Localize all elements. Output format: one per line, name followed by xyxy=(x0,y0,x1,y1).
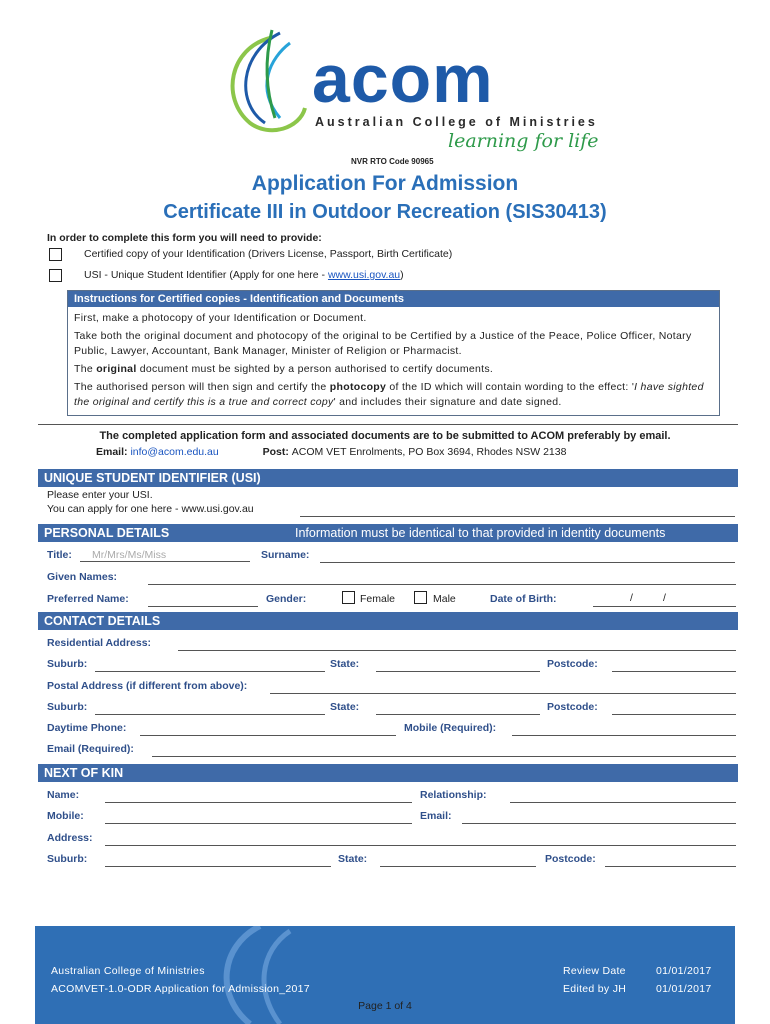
personal-note: Information must be identical to that provided in identity documents xyxy=(295,526,666,540)
dob-input[interactable] xyxy=(593,606,736,607)
requirement-item-2 xyxy=(84,269,404,281)
kin-relationship-label: Relationship: xyxy=(420,789,487,801)
nvr-code: NVR RTO Code 90965 xyxy=(351,157,434,166)
instr-p1: First, make a photocopy of your Identification or Document. xyxy=(74,312,367,324)
daytime-phone-label: Daytime Phone: xyxy=(47,722,127,734)
instructions-heading: Instructions for Certified copies - Identification and Documents xyxy=(68,291,719,307)
instr-p3: The original document must be sighted by a person authorised to certify documents. xyxy=(74,363,494,375)
kin-state-input[interactable] xyxy=(380,866,536,867)
postal-suburb-label: Suburb: xyxy=(47,701,88,713)
title-label: Title: xyxy=(47,549,72,561)
checkbox-male[interactable] xyxy=(414,591,427,604)
contact-section-header: CONTACT DETAILS xyxy=(38,612,738,630)
checkbox-certified-copy[interactable] xyxy=(49,248,62,261)
personal-section-header: PERSONAL DETAILS Information must be identical to that provided in identity documents xyxy=(38,524,738,542)
kin-name-label: Name: xyxy=(47,789,80,801)
kin-email-label: Email: xyxy=(420,810,452,822)
postcode-input[interactable] xyxy=(612,671,736,672)
submission-note: The completed application form and associated documents are to be submitted to ACOM preferably by email. xyxy=(99,430,671,442)
kin-name-input[interactable] xyxy=(105,802,412,803)
kin-postcode-label: Postcode: xyxy=(545,853,596,865)
surname-label: Surname: xyxy=(261,549,310,561)
usi-section-header: UNIQUE STUDENT IDENTIFIER (USI) xyxy=(38,469,738,487)
instr-p2: Take both the original document and photocopy of the original to be Certified by a Justice of the Peace, Police Officer, Notary Public, Lawyer, Accountant, Bank Manager, Minister of Religion or Pharmacist. xyxy=(74,330,692,357)
residential-label: Residential Address: xyxy=(47,637,152,649)
dob-separator-1: / xyxy=(630,592,633,604)
mobile-label: Mobile (Required): xyxy=(404,722,497,734)
logo-tagline: learning for life xyxy=(448,130,599,152)
email-input[interactable] xyxy=(152,756,736,757)
state-input[interactable] xyxy=(376,671,540,672)
gender-label: Gender: xyxy=(266,593,307,605)
residential-input[interactable] xyxy=(178,650,736,651)
postal-postcode-label: Postcode: xyxy=(547,701,598,713)
footer-review-label: Review Date xyxy=(563,965,626,977)
dob-label: Date of Birth: xyxy=(490,593,557,605)
instructions-body xyxy=(68,307,719,414)
page-number: Page 1 of 4 xyxy=(358,1000,412,1012)
suburb-label: Suburb: xyxy=(47,658,88,670)
instructions-box xyxy=(67,290,720,416)
kin-postcode-input[interactable] xyxy=(605,866,736,867)
kin-email-input[interactable] xyxy=(462,823,736,824)
postal-suburb-input[interactable] xyxy=(95,714,325,715)
usi-link[interactable]: www.usi.gov.au xyxy=(327,269,401,281)
requirements-heading: In order to complete this form you will need to provide: xyxy=(47,232,322,244)
logo-wordmark: acom xyxy=(312,41,494,117)
postal-state-input[interactable] xyxy=(376,714,540,715)
postal-address-label: Postal Address (if different from above): xyxy=(47,680,248,692)
kin-section-header: NEXT OF KIN xyxy=(38,764,738,782)
kin-address-input[interactable] xyxy=(105,845,736,846)
male-label: Male xyxy=(433,593,456,605)
kin-suburb-input[interactable] xyxy=(105,866,331,867)
dob-separator-2: / xyxy=(663,592,666,604)
kin-mobile-input[interactable] xyxy=(105,823,412,824)
req2-prefix: USI - Unique Student Identifier (Apply for one here - xyxy=(84,269,328,281)
footer-edited-date: 01/01/2017 xyxy=(656,983,712,995)
usi-line-2: You can apply for one here - www.usi.gov.au xyxy=(47,503,254,515)
requirement-item-1: Certified copy of your Identification (Drivers License, Passport, Birth Certificate) xyxy=(84,248,453,260)
usi-input[interactable] xyxy=(300,516,735,517)
email-label: Email (Required): xyxy=(47,743,134,755)
state-label: State: xyxy=(330,658,360,670)
usi-line-1: Please enter your USI. xyxy=(47,489,153,501)
female-label: Female xyxy=(360,593,396,605)
req2-suffix: ) xyxy=(400,269,404,281)
postal-state-label: State: xyxy=(330,701,360,713)
given-names-input[interactable] xyxy=(148,584,736,585)
page-subtitle: Certificate III in Outdoor Recreation (SIS30413) xyxy=(163,201,607,223)
footer-org: Australian College of Ministries xyxy=(51,965,205,977)
postcode-label: Postcode: xyxy=(547,658,598,670)
instr-p4: The authorised person will then sign and certify the photocopy of the ID which will contain wording to the effect: 'I have sighted the original and certify this is a true and correct copy' and includes their signature and date signed. xyxy=(74,381,704,408)
title-input[interactable]: Mr/Mrs/Ms/Miss xyxy=(80,549,250,562)
logo-subtitle: Australian College of Ministries xyxy=(315,115,598,129)
suburb-input[interactable] xyxy=(95,671,325,672)
kin-mobile-label: Mobile: xyxy=(47,810,84,822)
page-title: Application For Admission xyxy=(251,172,519,195)
submission-contact: Email: info@acom.edu.au Post: ACOM VET Enrolments, PO Box 3694, Rhodes NSW 2138 xyxy=(96,446,567,458)
postal-postcode-input[interactable] xyxy=(612,714,736,715)
kin-state-label: State: xyxy=(338,853,368,865)
email-link[interactable]: info@acom.edu.au xyxy=(130,446,219,458)
checkbox-female[interactable] xyxy=(342,591,355,604)
preferred-name-input[interactable] xyxy=(148,606,258,607)
given-names-label: Given Names: xyxy=(47,571,118,583)
footer-edited-label: Edited by JH xyxy=(563,983,627,995)
kin-relationship-input[interactable] xyxy=(510,802,736,803)
kin-address-label: Address: xyxy=(47,832,93,844)
preferred-name-label: Preferred Name: xyxy=(47,593,129,605)
footer-doc: ACOMVET-1.0-ODR Application for Admission_2017 xyxy=(51,983,310,995)
kin-suburb-label: Suburb: xyxy=(47,853,88,865)
mobile-input[interactable] xyxy=(512,735,736,736)
postal-address-input[interactable] xyxy=(270,693,736,694)
divider xyxy=(38,424,738,425)
checkbox-usi[interactable] xyxy=(49,269,62,282)
surname-input[interactable] xyxy=(320,562,735,563)
daytime-phone-input[interactable] xyxy=(140,735,396,736)
footer-review-date: 01/01/2017 xyxy=(656,965,712,977)
